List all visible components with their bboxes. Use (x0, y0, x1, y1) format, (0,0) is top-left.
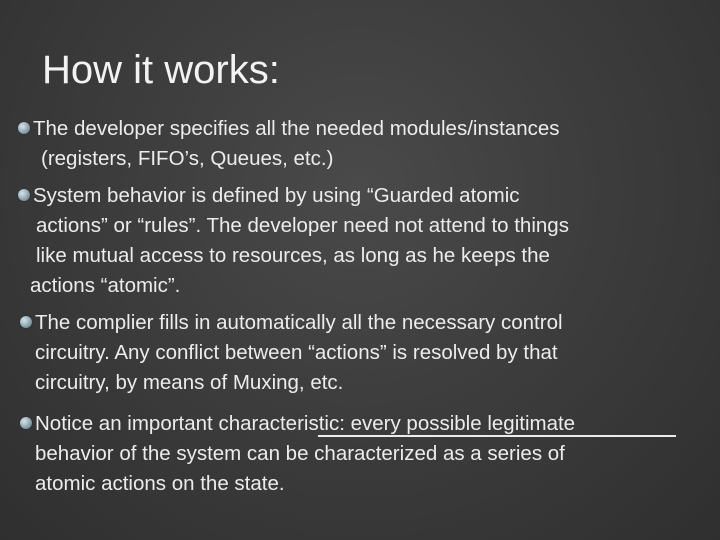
bullet-text-line: behavior of the system can be characterized as a series of (35, 442, 565, 465)
bullet-circle-icon (20, 417, 32, 429)
bullet-text-line: Notice an important characteristic: every possible legitimate (35, 412, 576, 435)
emphasis-underline (318, 435, 676, 437)
bullet-text-line: The complier fills in automatically all the necessary control (35, 311, 563, 334)
bullet-item (35, 308, 563, 398)
bullet-text-line: like mutual access to resources, as long as he keeps the (36, 244, 550, 267)
bullet-circle-icon (20, 316, 32, 328)
slide-title: How it works: (42, 48, 280, 92)
bullet-item (30, 181, 569, 301)
bullet-text-line: circuitry, by means of Muxing, etc. (35, 371, 344, 394)
bullet-text-line: atomic actions on the state. (35, 472, 285, 495)
bullet-circle-icon (18, 189, 30, 201)
bullet-item (33, 114, 560, 174)
bullet-circle-icon (18, 122, 30, 134)
bullet-text-line: actions “atomic”. (30, 274, 181, 297)
bullet-text-line: actions” or “rules”. The developer need not attend to things (36, 214, 569, 237)
bullet-text-line: (registers, FIFO’s, Queues, etc.) (41, 147, 334, 170)
bullet-item (35, 409, 575, 499)
bullet-text-line: System behavior is defined by using “Guarded atomic (33, 184, 520, 207)
bullet-text-line: The developer specifies all the needed modules/instances (33, 117, 560, 140)
bullet-text-line: circuitry. Any conflict between “actions” is resolved by that (35, 341, 558, 364)
